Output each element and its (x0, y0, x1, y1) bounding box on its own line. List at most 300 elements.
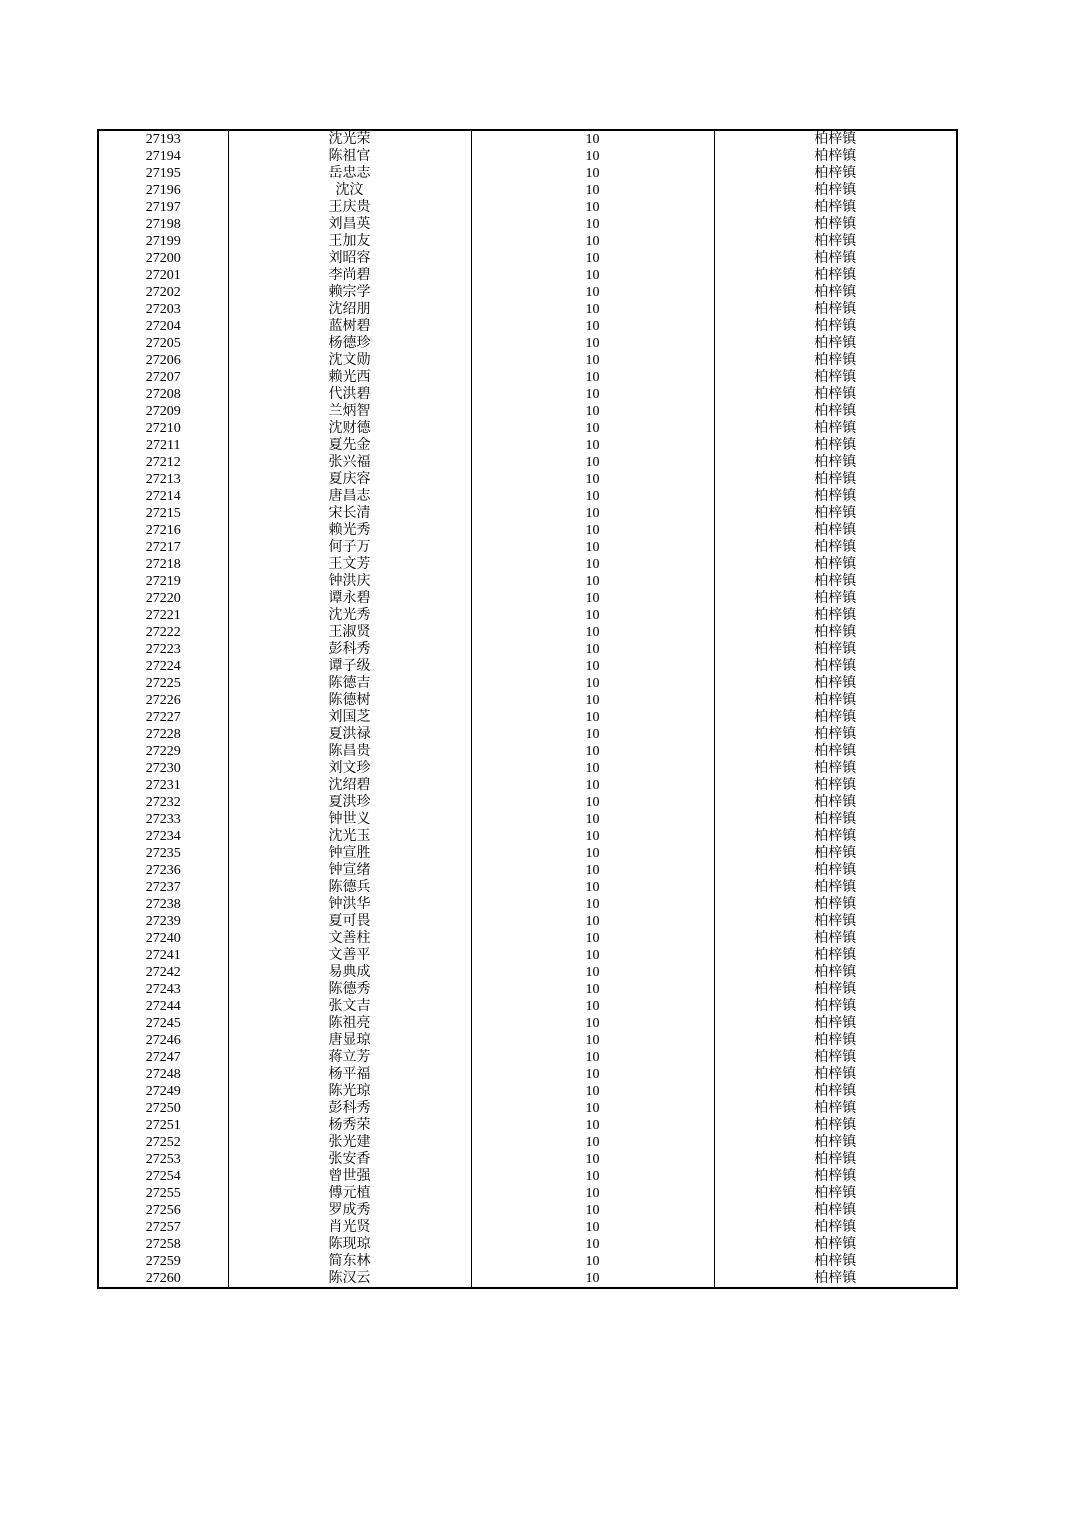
row-number-cell: 27248 (98, 1066, 228, 1083)
name-cell: 沈光秀 (228, 607, 471, 624)
roster-table (97, 129, 958, 1289)
town-cell: 柏梓镇 (714, 709, 957, 726)
table-row (98, 811, 957, 828)
name-cell: 沈文勋 (228, 352, 471, 369)
row-number-cell: 27239 (98, 913, 228, 930)
amount-cell: 10 (471, 488, 714, 505)
amount-cell: 10 (471, 352, 714, 369)
name-cell: 陈现琼 (228, 1236, 471, 1253)
town-cell: 柏梓镇 (714, 250, 957, 267)
table-row (98, 505, 957, 522)
name-cell: 沈光玉 (228, 828, 471, 845)
table-row (98, 386, 957, 403)
row-number-cell: 27243 (98, 981, 228, 998)
row-number-cell: 27251 (98, 1117, 228, 1134)
amount-cell: 10 (471, 607, 714, 624)
row-number-cell: 27252 (98, 1134, 228, 1151)
amount-cell: 10 (471, 726, 714, 743)
table-row (98, 845, 957, 862)
table-row (98, 1236, 957, 1253)
row-number-cell: 27241 (98, 947, 228, 964)
amount-cell: 10 (471, 267, 714, 284)
table-row (98, 437, 957, 454)
name-cell: 沈光荣 (228, 130, 471, 148)
amount-cell: 10 (471, 709, 714, 726)
row-number-cell: 27205 (98, 335, 228, 352)
row-number-cell: 27214 (98, 488, 228, 505)
amount-cell: 10 (471, 301, 714, 318)
row-number-cell: 27260 (98, 1270, 228, 1288)
amount-cell: 10 (471, 1168, 714, 1185)
name-cell: 王淑贤 (228, 624, 471, 641)
table-row (98, 743, 957, 760)
name-cell: 钟宣绪 (228, 862, 471, 879)
town-cell: 柏梓镇 (714, 403, 957, 420)
amount-cell: 10 (471, 964, 714, 981)
town-cell: 柏梓镇 (714, 1100, 957, 1117)
name-cell: 蒋立芳 (228, 1049, 471, 1066)
name-cell: 钟世义 (228, 811, 471, 828)
name-cell: 罗成秀 (228, 1202, 471, 1219)
row-number-cell: 27195 (98, 165, 228, 182)
name-cell: 刘国芝 (228, 709, 471, 726)
name-cell: 兰炳智 (228, 403, 471, 420)
row-number-cell: 27201 (98, 267, 228, 284)
name-cell: 张文吉 (228, 998, 471, 1015)
amount-cell: 10 (471, 760, 714, 777)
town-cell: 柏梓镇 (714, 726, 957, 743)
table-row (98, 981, 957, 998)
amount-cell: 10 (471, 403, 714, 420)
table-row (98, 964, 957, 981)
table-row (98, 590, 957, 607)
town-cell: 柏梓镇 (714, 607, 957, 624)
name-cell: 代洪碧 (228, 386, 471, 403)
amount-cell: 10 (471, 641, 714, 658)
amount-cell: 10 (471, 573, 714, 590)
town-cell: 柏梓镇 (714, 556, 957, 573)
table-row (98, 420, 957, 437)
row-number-cell: 27193 (98, 130, 228, 148)
row-number-cell: 27244 (98, 998, 228, 1015)
table-row (98, 828, 957, 845)
table-row (98, 335, 957, 352)
table-row (98, 573, 957, 590)
name-cell: 曾世强 (228, 1168, 471, 1185)
table-row (98, 998, 957, 1015)
name-cell: 傅元植 (228, 1185, 471, 1202)
table-row (98, 233, 957, 250)
amount-cell: 10 (471, 437, 714, 454)
amount-cell: 10 (471, 675, 714, 692)
table-row (98, 624, 957, 641)
amount-cell: 10 (471, 794, 714, 811)
table-row (98, 199, 957, 216)
table-row (98, 1049, 957, 1066)
amount-cell: 10 (471, 624, 714, 641)
town-cell: 柏梓镇 (714, 369, 957, 386)
name-cell: 钟洪华 (228, 896, 471, 913)
row-number-cell: 27229 (98, 743, 228, 760)
table-row (98, 488, 957, 505)
town-cell: 柏梓镇 (714, 862, 957, 879)
table-row (98, 352, 957, 369)
amount-cell: 10 (471, 1185, 714, 1202)
town-cell: 柏梓镇 (714, 199, 957, 216)
town-cell: 柏梓镇 (714, 828, 957, 845)
amount-cell: 10 (471, 386, 714, 403)
name-cell: 夏可畏 (228, 913, 471, 930)
amount-cell: 10 (471, 777, 714, 794)
table-row (98, 522, 957, 539)
name-cell: 钟洪庆 (228, 573, 471, 590)
row-number-cell: 27259 (98, 1253, 228, 1270)
table-row (98, 1117, 957, 1134)
name-cell: 赖光秀 (228, 522, 471, 539)
name-cell: 肖光贤 (228, 1219, 471, 1236)
amount-cell: 10 (471, 1270, 714, 1288)
row-number-cell: 27246 (98, 1032, 228, 1049)
table-row (98, 675, 957, 692)
name-cell: 刘昌英 (228, 216, 471, 233)
town-cell: 柏梓镇 (714, 301, 957, 318)
name-cell: 杨德珍 (228, 335, 471, 352)
amount-cell: 10 (471, 743, 714, 760)
table-row (98, 794, 957, 811)
town-cell: 柏梓镇 (714, 318, 957, 335)
name-cell: 沈财德 (228, 420, 471, 437)
row-number-cell: 27211 (98, 437, 228, 454)
town-cell: 柏梓镇 (714, 658, 957, 675)
town-cell: 柏梓镇 (714, 130, 957, 148)
amount-cell: 10 (471, 1236, 714, 1253)
name-cell: 唐昌志 (228, 488, 471, 505)
town-cell: 柏梓镇 (714, 165, 957, 182)
amount-cell: 10 (471, 1015, 714, 1032)
row-number-cell: 27237 (98, 879, 228, 896)
row-number-cell: 27198 (98, 216, 228, 233)
name-cell: 宋长清 (228, 505, 471, 522)
table-row (98, 130, 957, 148)
table-row (98, 556, 957, 573)
name-cell: 岳忠志 (228, 165, 471, 182)
town-cell: 柏梓镇 (714, 981, 957, 998)
name-cell: 夏洪禄 (228, 726, 471, 743)
town-cell: 柏梓镇 (714, 1134, 957, 1151)
table-row (98, 1134, 957, 1151)
amount-cell: 10 (471, 1117, 714, 1134)
table-row (98, 1032, 957, 1049)
amount-cell: 10 (471, 556, 714, 573)
table-row (98, 1151, 957, 1168)
amount-cell: 10 (471, 1219, 714, 1236)
row-number-cell: 27238 (98, 896, 228, 913)
name-cell: 沈绍碧 (228, 777, 471, 794)
table-row (98, 403, 957, 420)
amount-cell: 10 (471, 216, 714, 233)
amount-cell: 10 (471, 284, 714, 301)
row-number-cell: 27210 (98, 420, 228, 437)
table-row (98, 641, 957, 658)
amount-cell: 10 (471, 828, 714, 845)
row-number-cell: 27200 (98, 250, 228, 267)
amount-cell: 10 (471, 148, 714, 165)
town-cell: 柏梓镇 (714, 539, 957, 556)
town-cell: 柏梓镇 (714, 1236, 957, 1253)
row-number-cell: 27234 (98, 828, 228, 845)
name-cell: 杨秀荣 (228, 1117, 471, 1134)
town-cell: 柏梓镇 (714, 1219, 957, 1236)
name-cell: 杨平福 (228, 1066, 471, 1083)
name-cell: 沈绍朋 (228, 301, 471, 318)
row-number-cell: 27230 (98, 760, 228, 777)
name-cell: 王庆贵 (228, 199, 471, 216)
amount-cell: 10 (471, 1134, 714, 1151)
amount-cell: 10 (471, 879, 714, 896)
amount-cell: 10 (471, 862, 714, 879)
name-cell: 王加友 (228, 233, 471, 250)
row-number-cell: 27219 (98, 573, 228, 590)
table-row (98, 1083, 957, 1100)
table-row (98, 709, 957, 726)
town-cell: 柏梓镇 (714, 624, 957, 641)
town-cell: 柏梓镇 (714, 1151, 957, 1168)
row-number-cell: 27196 (98, 182, 228, 199)
town-cell: 柏梓镇 (714, 675, 957, 692)
name-cell: 何子万 (228, 539, 471, 556)
town-cell: 柏梓镇 (714, 182, 957, 199)
row-number-cell: 27224 (98, 658, 228, 675)
town-cell: 柏梓镇 (714, 148, 957, 165)
table-row (98, 1202, 957, 1219)
amount-cell: 10 (471, 505, 714, 522)
town-cell: 柏梓镇 (714, 1117, 957, 1134)
row-number-cell: 27227 (98, 709, 228, 726)
amount-cell: 10 (471, 913, 714, 930)
name-cell: 沈汶 (228, 182, 471, 199)
amount-cell: 10 (471, 454, 714, 471)
row-number-cell: 27225 (98, 675, 228, 692)
row-number-cell: 27208 (98, 386, 228, 403)
name-cell: 文善柱 (228, 930, 471, 947)
amount-cell: 10 (471, 250, 714, 267)
table-row (98, 692, 957, 709)
town-cell: 柏梓镇 (714, 913, 957, 930)
town-cell: 柏梓镇 (714, 794, 957, 811)
amount-cell: 10 (471, 539, 714, 556)
row-number-cell: 27222 (98, 624, 228, 641)
name-cell: 彭科秀 (228, 641, 471, 658)
row-number-cell: 27236 (98, 862, 228, 879)
town-cell: 柏梓镇 (714, 352, 957, 369)
name-cell: 陈光琼 (228, 1083, 471, 1100)
name-cell: 陈昌贵 (228, 743, 471, 760)
amount-cell: 10 (471, 199, 714, 216)
row-number-cell: 27235 (98, 845, 228, 862)
name-cell: 彭科秀 (228, 1100, 471, 1117)
table-row (98, 267, 957, 284)
town-cell: 柏梓镇 (714, 233, 957, 250)
row-number-cell: 27232 (98, 794, 228, 811)
table-row (98, 216, 957, 233)
amount-cell: 10 (471, 845, 714, 862)
table-row (98, 148, 957, 165)
name-cell: 陈祖官 (228, 148, 471, 165)
row-number-cell: 27215 (98, 505, 228, 522)
name-cell: 张光建 (228, 1134, 471, 1151)
town-cell: 柏梓镇 (714, 947, 957, 964)
table-row (98, 879, 957, 896)
name-cell: 夏洪珍 (228, 794, 471, 811)
name-cell: 陈德树 (228, 692, 471, 709)
amount-cell: 10 (471, 522, 714, 539)
amount-cell: 10 (471, 165, 714, 182)
town-cell: 柏梓镇 (714, 811, 957, 828)
table-row (98, 862, 957, 879)
row-number-cell: 27202 (98, 284, 228, 301)
amount-cell: 10 (471, 590, 714, 607)
town-cell: 柏梓镇 (714, 1202, 957, 1219)
town-cell: 柏梓镇 (714, 760, 957, 777)
town-cell: 柏梓镇 (714, 1015, 957, 1032)
row-number-cell: 27254 (98, 1168, 228, 1185)
amount-cell: 10 (471, 1202, 714, 1219)
table-row (98, 250, 957, 267)
name-cell: 张安香 (228, 1151, 471, 1168)
row-number-cell: 27258 (98, 1236, 228, 1253)
table-row (98, 539, 957, 556)
row-number-cell: 27216 (98, 522, 228, 539)
name-cell: 谭永碧 (228, 590, 471, 607)
amount-cell: 10 (471, 130, 714, 148)
table-row (98, 607, 957, 624)
town-cell: 柏梓镇 (714, 998, 957, 1015)
name-cell: 李尚碧 (228, 267, 471, 284)
table-row (98, 1185, 957, 1202)
town-cell: 柏梓镇 (714, 590, 957, 607)
town-cell: 柏梓镇 (714, 216, 957, 233)
town-cell: 柏梓镇 (714, 1270, 957, 1288)
amount-cell: 10 (471, 182, 714, 199)
row-number-cell: 27206 (98, 352, 228, 369)
town-cell: 柏梓镇 (714, 1049, 957, 1066)
table-row (98, 1168, 957, 1185)
row-number-cell: 27194 (98, 148, 228, 165)
town-cell: 柏梓镇 (714, 743, 957, 760)
amount-cell: 10 (471, 420, 714, 437)
town-cell: 柏梓镇 (714, 505, 957, 522)
row-number-cell: 27228 (98, 726, 228, 743)
town-cell: 柏梓镇 (714, 437, 957, 454)
amount-cell: 10 (471, 658, 714, 675)
row-number-cell: 27256 (98, 1202, 228, 1219)
amount-cell: 10 (471, 692, 714, 709)
town-cell: 柏梓镇 (714, 284, 957, 301)
row-number-cell: 27245 (98, 1015, 228, 1032)
name-cell: 张兴福 (228, 454, 471, 471)
amount-cell: 10 (471, 1066, 714, 1083)
town-cell: 柏梓镇 (714, 930, 957, 947)
amount-cell: 10 (471, 1100, 714, 1117)
amount-cell: 10 (471, 318, 714, 335)
name-cell: 简东林 (228, 1253, 471, 1270)
table-row (98, 1219, 957, 1236)
amount-cell: 10 (471, 471, 714, 488)
row-number-cell: 27231 (98, 777, 228, 794)
town-cell: 柏梓镇 (714, 1032, 957, 1049)
amount-cell: 10 (471, 930, 714, 947)
table-row (98, 454, 957, 471)
row-number-cell: 27220 (98, 590, 228, 607)
row-number-cell: 27197 (98, 199, 228, 216)
table-row (98, 658, 957, 675)
town-cell: 柏梓镇 (714, 1253, 957, 1270)
town-cell: 柏梓镇 (714, 692, 957, 709)
table-row (98, 930, 957, 947)
town-cell: 柏梓镇 (714, 522, 957, 539)
amount-cell: 10 (471, 981, 714, 998)
town-cell: 柏梓镇 (714, 471, 957, 488)
table-row (98, 1270, 957, 1288)
amount-cell: 10 (471, 335, 714, 352)
row-number-cell: 27249 (98, 1083, 228, 1100)
row-number-cell: 27217 (98, 539, 228, 556)
amount-cell: 10 (471, 1151, 714, 1168)
town-cell: 柏梓镇 (714, 879, 957, 896)
row-number-cell: 27209 (98, 403, 228, 420)
name-cell: 赖宗学 (228, 284, 471, 301)
amount-cell: 10 (471, 369, 714, 386)
amount-cell: 10 (471, 1032, 714, 1049)
row-number-cell: 27213 (98, 471, 228, 488)
row-number-cell: 27221 (98, 607, 228, 624)
name-cell: 易典成 (228, 964, 471, 981)
table-row (98, 301, 957, 318)
town-cell: 柏梓镇 (714, 964, 957, 981)
row-number-cell: 27218 (98, 556, 228, 573)
table-row (98, 182, 957, 199)
amount-cell: 10 (471, 947, 714, 964)
name-cell: 陈德兵 (228, 879, 471, 896)
name-cell: 陈汉云 (228, 1270, 471, 1288)
name-cell: 文善平 (228, 947, 471, 964)
town-cell: 柏梓镇 (714, 335, 957, 352)
table-row (98, 760, 957, 777)
name-cell: 唐显琼 (228, 1032, 471, 1049)
name-cell: 夏庆容 (228, 471, 471, 488)
name-cell: 夏先金 (228, 437, 471, 454)
town-cell: 柏梓镇 (714, 1168, 957, 1185)
town-cell: 柏梓镇 (714, 267, 957, 284)
row-number-cell: 27250 (98, 1100, 228, 1117)
town-cell: 柏梓镇 (714, 641, 957, 658)
row-number-cell: 27226 (98, 692, 228, 709)
name-cell: 赖光西 (228, 369, 471, 386)
name-cell: 陈祖亮 (228, 1015, 471, 1032)
town-cell: 柏梓镇 (714, 454, 957, 471)
name-cell: 刘昭容 (228, 250, 471, 267)
row-number-cell: 27203 (98, 301, 228, 318)
row-number-cell: 27257 (98, 1219, 228, 1236)
table-row (98, 913, 957, 930)
amount-cell: 10 (471, 896, 714, 913)
amount-cell: 10 (471, 1083, 714, 1100)
amount-cell: 10 (471, 1253, 714, 1270)
table-row (98, 1253, 957, 1270)
table-row (98, 1066, 957, 1083)
name-cell: 蓝树碧 (228, 318, 471, 335)
table-row (98, 726, 957, 743)
